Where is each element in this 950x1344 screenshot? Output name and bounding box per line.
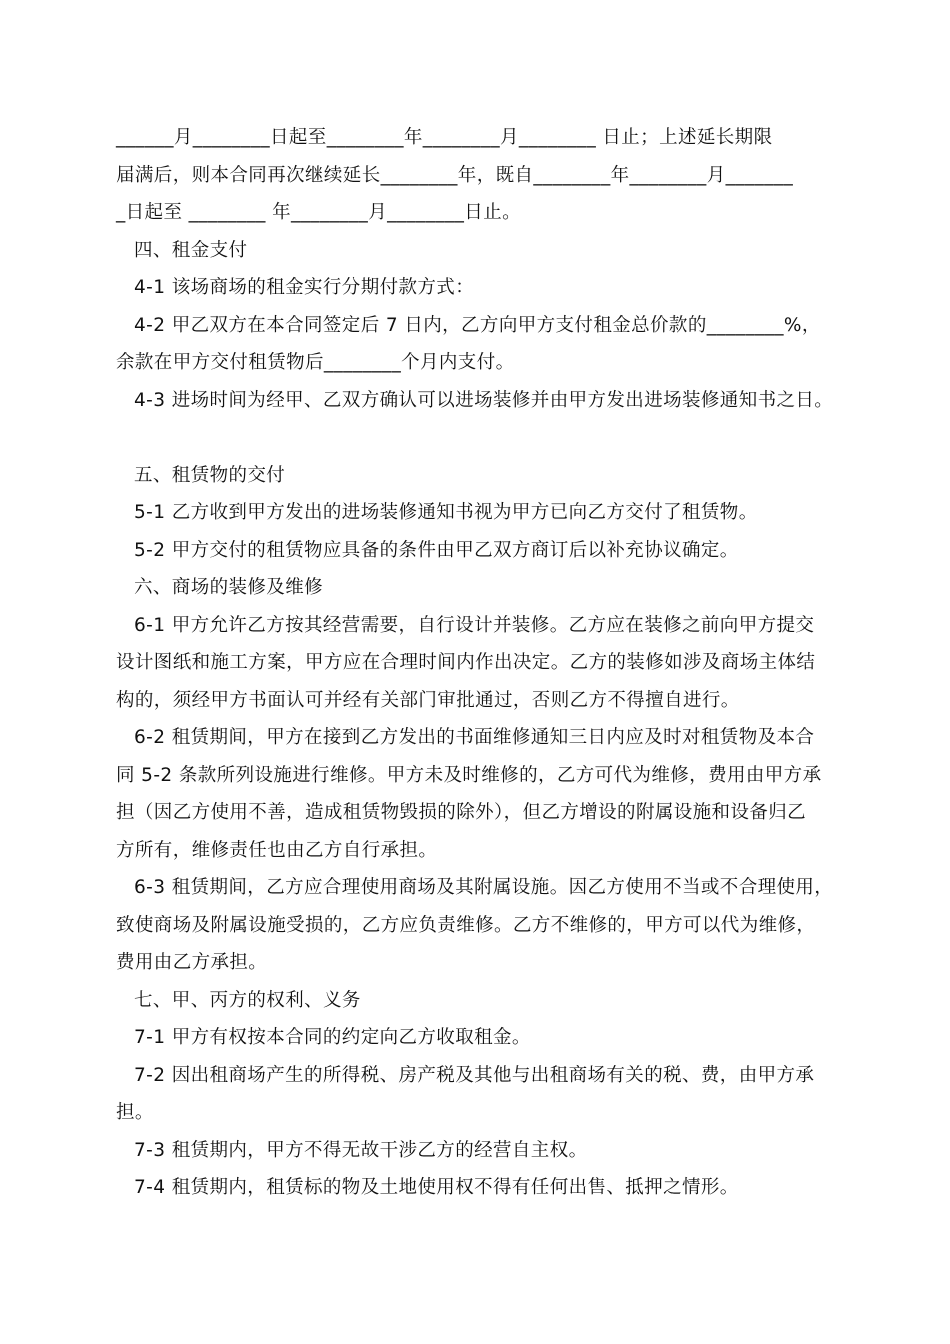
text-line: _日起至 ________ 年________月________日止。 (116, 202, 522, 223)
text-line: 设计图纸和施工方案，甲方应在合理时间内作出决定。乙方的装修如涉及商场主体结 (116, 652, 816, 673)
clause-line: 4-3 进场时间为经甲、乙双方确认可以进场装修并由甲方发出进场装修通知书之日。 (134, 390, 834, 411)
text-line: 担。 (116, 1102, 154, 1123)
clause-line: 7-3 租赁期内，甲方不得无故干涉乙方的经营自主权。 (134, 1140, 588, 1161)
text-line: 构的，须经甲方书面认可并经有关部门审批通过，否则乙方不得擅自进行。 (116, 690, 740, 711)
clause-line: 5-2 甲方交付的租赁物应具备的条件由甲乙双方商订后以补充协议确定。 (134, 540, 739, 561)
clause-line: 7-4 租赁期内，租赁标的物及土地使用权不得有任何出售、抵押之情形。 (134, 1177, 739, 1198)
clause-line: 6-3 租赁期间，乙方应合理使用商场及其附属设施。因乙方使用不当或不合理使用， (134, 877, 834, 898)
section-heading: 五、租赁物的交付 (134, 465, 286, 486)
text-line: 费用由乙方承担。 (116, 952, 268, 973)
section-heading: 六、商场的装修及维修 (134, 577, 324, 598)
clause-line: 5-1 乙方收到甲方发出的进场装修通知书视为甲方已向乙方交付了租赁物。 (134, 502, 758, 523)
text-line: 致使商场及附属设施受损的，乙方应负责维修。乙方不维修的，甲方可以代为维修， (116, 915, 816, 936)
text-line: 届满后，则本合同再次继续延长________年，既自________年________月_______ (116, 165, 794, 186)
clause-line: 4-1 该场商场的租金实行分期付款方式： (134, 277, 475, 298)
text-line: 方所有，维修责任也由乙方自行承担。 (116, 840, 438, 861)
text-line: 余款在甲方交付租赁物后________个月内支付。 (116, 352, 515, 373)
section-heading: 七、甲、丙方的权利、义务 (134, 990, 361, 1011)
text-line: ______月________日起至________年________月________ 日止；上述延长期限 (116, 127, 773, 148)
clause-line: 7-1 甲方有权按本合同的约定向乙方收取租金。 (134, 1027, 531, 1048)
clause-line: 4-2 甲乙双方在本合同签定后 7 日内，乙方向甲方支付租金总价款的________%， (134, 315, 821, 336)
section-heading: 四、租金支付 (134, 240, 248, 261)
clause-line: 6-2 租赁期间，甲方在接到乙方发出的书面维修通知三日内应及时对租赁物及本合 (134, 727, 815, 748)
text-line: 同 5-2 条款所列设施进行维修。甲方未及时维修的，乙方可代为维修，费用由甲方承 (116, 765, 822, 786)
text-line: 担（因乙方使用不善，造成租赁物毁损的除外），但乙方增设的附属设施和设备归乙 (116, 802, 807, 823)
clause-line: 6-1 甲方允许乙方按其经营需要，自行设计并装修。乙方应在装修之前向甲方提交 (134, 615, 815, 636)
clause-line: 7-2 因出租商场产生的所得税、房产税及其他与出租商场有关的税、费，由甲方承 (134, 1065, 815, 1086)
